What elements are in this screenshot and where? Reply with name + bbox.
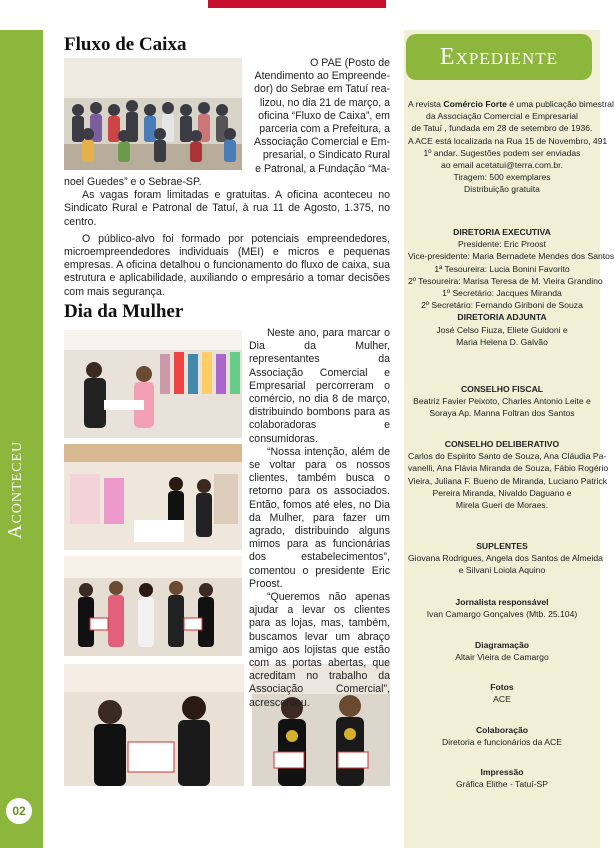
- article2-title: Dia da Mulher: [64, 301, 184, 322]
- member-line: Beatriz Favier Peixoto, Charles Antonio Leite e: [413, 396, 591, 407]
- article1-body: [64, 176, 390, 299]
- member-line: e Silvani Loiola Aquino: [458, 565, 546, 576]
- article2-paragraph: “Queremos não apenas ajudar a levar os clientes para as lojas, mas, também, buscamos levar um abraço amigo aos lojistas que estão com as portas abertas, que acreditam no trabalho da Associação Comercial”, acrescentou.: [249, 591, 390, 709]
- store-photo-2: [64, 444, 242, 550]
- suplentes: [408, 540, 603, 577]
- conselho-fiscal: [408, 383, 596, 420]
- page-number: 02: [4, 796, 34, 826]
- member-line: ACE: [493, 694, 511, 705]
- article1-line: oficina “Fluxo de Caixa”, em: [258, 109, 390, 122]
- article1-line: dor) do Sebrae em Tatuí rea-: [254, 83, 390, 96]
- member-line: José Celso Fiuza, Eliete Guidoni e: [436, 324, 568, 335]
- section-heading: Colaboração: [475, 725, 529, 735]
- section-label: Aconteceu: [4, 440, 26, 540]
- member-line: 1ª Tesoureira: Lucia Bonini Favorito: [434, 263, 570, 274]
- top-accent-bar: [208, 0, 386, 8]
- group-photo: [64, 58, 242, 170]
- section-heading: Fotos: [490, 682, 514, 692]
- intro-line: Distribuição gratuita: [464, 184, 540, 195]
- article1-line: e Patronal, a Fundação “Ma-: [255, 162, 390, 175]
- store-photo-3: [64, 556, 242, 656]
- section-heading: Impressão: [480, 767, 524, 777]
- member-line: 1º Secretário: Jacques Miranda: [442, 288, 562, 299]
- article1-line: O PAE (Posto de: [310, 57, 390, 69]
- intro-line: A ACE está localizada na Rua 15 de Novembro, 491: [408, 135, 608, 146]
- store-photo-4: [64, 664, 244, 786]
- intro-line: 1º andar. Sugestões podem ser enviadas: [423, 147, 581, 158]
- article1-line: presarial, o Sindicato Rural: [262, 149, 390, 162]
- member-line: Soraya Ap. Manna Foltran dos Santos: [429, 408, 575, 419]
- article1-paragraph: noel Guedes” e o Sebrae-SP.: [64, 176, 202, 188]
- intro-line: da Associação Comercial e Empresarial: [426, 111, 578, 122]
- intro-line: de Tatuí , fundada em 28 de setembro de 1936.: [411, 123, 593, 134]
- fotos: [408, 681, 596, 705]
- article1-line: lizou, no dia 21 de março, a: [259, 96, 390, 109]
- member-line: Maria Helena D. Galvão: [456, 336, 548, 347]
- member-line: Carlos do Espirito Santo de Souza, Ana Cláudia Pa-: [408, 451, 607, 462]
- section-heading: Jornalista responsável: [455, 597, 549, 607]
- jornalista: [408, 596, 596, 620]
- member-line: 2º Secretário: Fernando Giriboni de Souza: [421, 300, 583, 311]
- member-line: Vieira, Juliana F. Bueno de Miranda, Luciano Patrick: [408, 475, 608, 486]
- expediente-title: Expediente: [406, 34, 592, 80]
- article2-body: [249, 327, 390, 710]
- store-photo-1: [64, 330, 242, 438]
- member-line: Diretoria e funcionários da ACE: [442, 737, 562, 748]
- article1-line: Associação Comercial e Em-: [254, 136, 390, 149]
- article1-line: parceria com a Prefeitura, a: [259, 123, 390, 136]
- article2-paragraph: Neste ano, para marcar o Dia da Mulher, representantes da Associação Comercial e Empresarial percorreram o comércio, no dia 8 de março, distribuindo bombons para as colaboradoras e consumidoras.: [249, 327, 390, 445]
- section-heading: CONSELHO DELIBERATIVO: [444, 439, 560, 449]
- section-heading: DIRETORIA EXECUTIVA: [453, 227, 551, 237]
- member-line: Mirela Gueri de Moraes.: [455, 500, 549, 511]
- conselho-deliberativo: [408, 438, 609, 511]
- section-band: [0, 30, 43, 848]
- member-line: Pereira Miranda, Nivaldo Daguano e: [432, 487, 572, 498]
- diretoria-executiva: [408, 226, 614, 348]
- article1-paragraph: As vagas foram limitadas e gratuitas. A oficina aconteceu no Sindicato Rural e Patronal de Tatuí, à rua 11 de Agosto, 1.375, no centro.: [64, 189, 390, 228]
- article2-paragraph: “Nossa intenção, além de se voltar para os nossos clientes, também busca o retorno para os associados. Então, fomos até eles, no Dia da Mulher, para fazer um agrado, distribuindo alguns mimos para as funcionárias dos estabelecimentos”, comentou o presidente Eric Proost.: [249, 445, 390, 590]
- section-heading: CONSELHO FISCAL: [460, 384, 544, 394]
- member-line: 2º Tesoureira: Marisa Teresa de M. Vieira Grandino: [408, 275, 603, 286]
- article1-title: Fluxo de Caixa: [64, 34, 187, 55]
- diagramacao: [408, 639, 596, 663]
- member-line: Presidente: Eric Proost: [458, 239, 546, 250]
- member-line: Vice-presidente: Maria Bernadete Mendes dos Santos: [408, 251, 614, 262]
- member-line: Altair Vieira de Camargo: [455, 652, 549, 663]
- intro-line: A revista Comércio Forte é uma publicação bimestral: [408, 99, 614, 109]
- member-line: Giovana Rodrigues, Angela dos Santos de Almeida: [408, 553, 603, 564]
- colaboracao: [408, 724, 596, 748]
- intro-line: ao email acetatui@terra.com.br.: [441, 160, 563, 171]
- article1-line: Atendimento ao Empreende-: [254, 70, 390, 83]
- section-heading: SUPLENTES: [476, 541, 528, 551]
- impressao: [408, 766, 596, 790]
- section-heading: Diagramação: [475, 640, 529, 650]
- member-line: vanelli, Ana Flávia Miranda de Souza, Fábio Rogério: [408, 463, 609, 474]
- article1-paragraph: O público-alvo foi formado por potenciais empreendedores, microempreendedores individuais (MEI) e micros e pequenas empresas. A oficina detalhou o funcionamento do fluxo de caixa, sua estrutura e aplicabilidade, auxiliando o empresário a tomar decisões com mais segurança.: [64, 232, 390, 298]
- member-line: Ivan Camargo Gonçalves (Mtb. 25.104): [426, 609, 578, 620]
- intro-line: Tiragem: 500 exemplares: [453, 172, 551, 183]
- member-line: Gráfica Elithe - Tatuí-SP: [455, 779, 549, 790]
- expediente-intro: [408, 98, 614, 196]
- section-heading: DIRETORIA ADJUNTA: [457, 312, 547, 323]
- article1-intro-lines: [248, 57, 390, 176]
